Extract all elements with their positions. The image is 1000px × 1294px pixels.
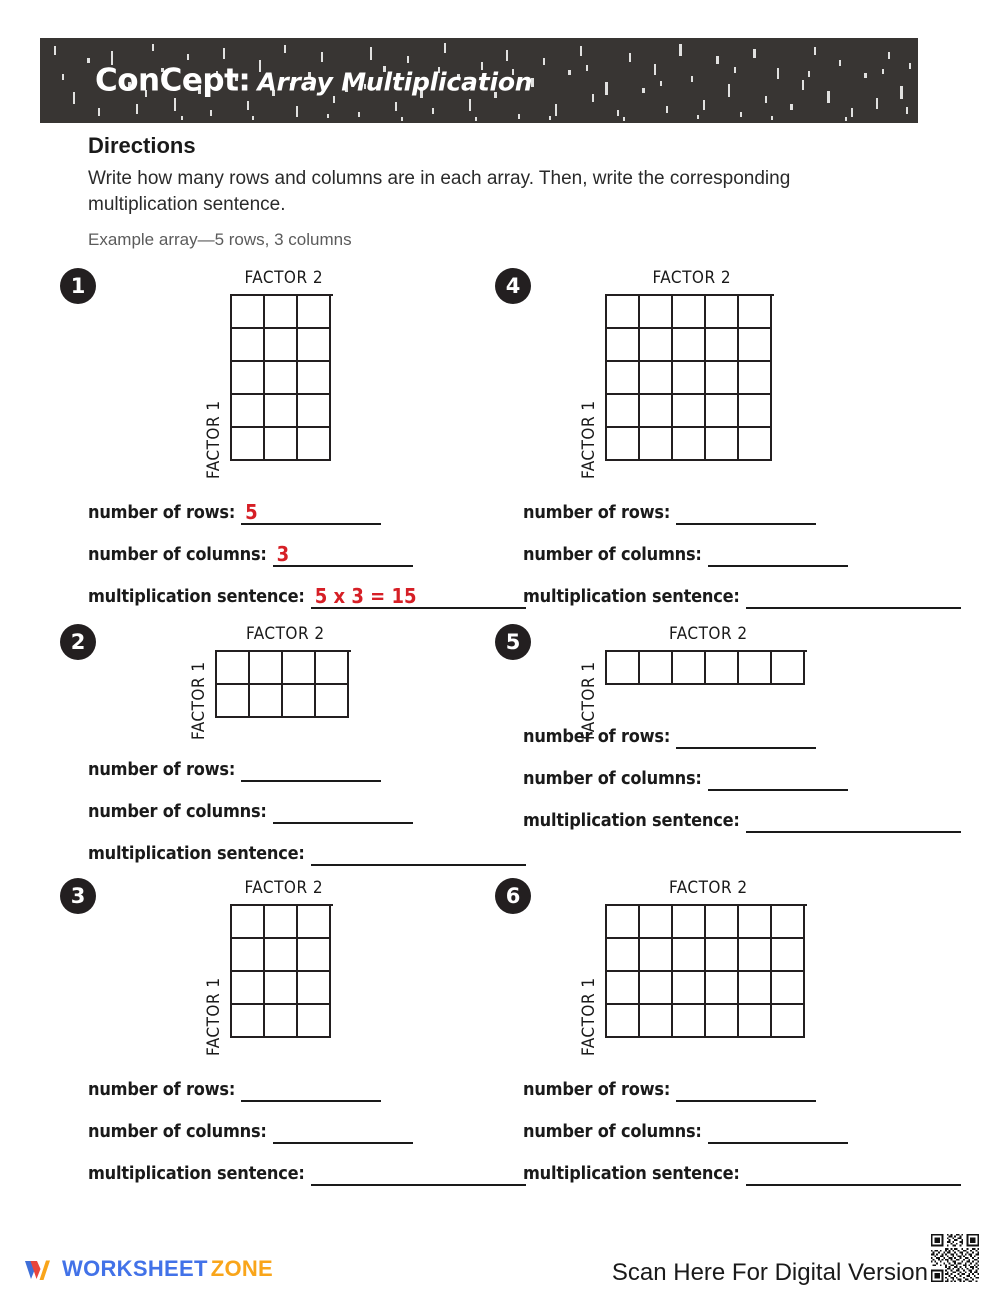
array-grid-cell (706, 329, 739, 362)
example-array-note: Example array—5 rows, 3 columns (88, 230, 352, 249)
array-grid (215, 650, 351, 718)
array-grid-cell (265, 939, 298, 972)
array-grid-cell (640, 906, 673, 939)
factor1-axis-label: FACTOR 1 (189, 661, 209, 740)
array-grid-row (232, 1005, 333, 1038)
array-grid-cell (265, 395, 298, 428)
qr-code[interactable] (929, 1232, 981, 1284)
array-grid-cell (706, 1005, 739, 1038)
array-grid (605, 904, 807, 1038)
factor1-axis-label: FACTOR 1 (204, 977, 224, 1056)
array-grid-cell (298, 972, 331, 1005)
topic-label: Array Multiplication (257, 66, 533, 96)
answer-input-multiplication-sentence[interactable] (311, 842, 526, 866)
answer-input-rows[interactable] (676, 501, 816, 525)
answer-label-rows: number of rows: (523, 726, 671, 747)
answer-row-multiplication-sentence (88, 567, 526, 609)
problem-number-badge: 1 (60, 268, 96, 304)
array-grid-cell (232, 939, 265, 972)
array-grid-cell (706, 395, 739, 428)
array-grid-cell (607, 906, 640, 939)
array-grid-cell (265, 428, 298, 461)
answer-label-columns: number of columns: (523, 768, 702, 789)
array-grid-cell (298, 428, 331, 461)
array-grid-cell (640, 395, 673, 428)
array-grid-cell (232, 972, 265, 1005)
array-grid-cell (607, 395, 640, 428)
answer-input-multiplication-sentence[interactable] (746, 809, 961, 833)
header-banner (40, 38, 918, 123)
answer-input-multiplication-sentence[interactable] (311, 585, 526, 609)
array-grid-cell (265, 972, 298, 1005)
array-grid-cell (298, 362, 331, 395)
array-grid-cell (706, 652, 739, 685)
answer-label-multiplication-sentence: multiplication sentence: (88, 1163, 305, 1184)
array-grid-cell (283, 652, 316, 685)
array-grid-row (607, 906, 807, 939)
answer-row-multiplication-sentence (88, 824, 526, 866)
array-grid-row (232, 972, 333, 1005)
array-grid-cell (298, 329, 331, 362)
array-grid-cell (739, 906, 772, 939)
array-grid-cell (607, 329, 640, 362)
array-grid-cell (265, 296, 298, 329)
array-grid-cell (283, 685, 316, 718)
array-grid-cell (217, 652, 250, 685)
array-grid-row (232, 296, 333, 329)
array-grid-cell (250, 685, 283, 718)
array-grid-row (607, 428, 774, 461)
array-grid (605, 650, 807, 685)
answer-label-rows: number of rows: (88, 1079, 236, 1100)
answer-input-rows[interactable] (676, 725, 816, 749)
array-grid-cell (640, 296, 673, 329)
array-grid-cell (298, 939, 331, 972)
factor1-axis-label: FACTOR 1 (579, 977, 599, 1056)
answer-label-columns: number of columns: (523, 544, 702, 565)
array-grid-cell (232, 296, 265, 329)
array-grid-cell (706, 362, 739, 395)
array-grid-cell (739, 329, 772, 362)
array-grid-cell (673, 395, 706, 428)
answer-row-columns (88, 782, 526, 824)
answer-fields (523, 483, 961, 609)
array-grid-cell (607, 1005, 640, 1038)
array-grid-cell (673, 906, 706, 939)
array-grid-cell (316, 685, 349, 718)
answer-label-multiplication-sentence: multiplication sentence: (88, 843, 305, 864)
logo-text-secondary: ZONE (210, 1256, 274, 1281)
answer-fields (88, 483, 526, 609)
answer-input-multiplication-sentence[interactable] (746, 1162, 961, 1186)
array-grid-cell (607, 972, 640, 1005)
array-grid-row (607, 362, 774, 395)
array-grid (230, 294, 333, 461)
array-grid-cell (739, 1005, 772, 1038)
array-grid-row (607, 972, 807, 1005)
worksheet-zone-logo (22, 1252, 273, 1286)
directions-heading: Directions (88, 133, 196, 158)
array-grid-cell (640, 939, 673, 972)
array-grid-cell (772, 906, 805, 939)
array-grid-cell (739, 362, 772, 395)
array-grid-row (607, 652, 807, 685)
answer-input-rows[interactable] (241, 1078, 381, 1102)
answer-row-rows (88, 1060, 526, 1102)
array-grid (230, 904, 333, 1038)
answer-value-multiplication-sentence: 5 x 3 = 15 (314, 584, 417, 608)
factor1-axis-label: FACTOR 1 (579, 661, 599, 740)
answer-row-multiplication-sentence (523, 791, 961, 833)
answer-input-multiplication-sentence[interactable] (311, 1162, 526, 1186)
array-grid-cell (250, 652, 283, 685)
array-grid-cell (772, 652, 805, 685)
array-grid-cell (298, 296, 331, 329)
answer-fields (88, 1060, 526, 1186)
answer-fields (88, 740, 526, 866)
array-grid-row (607, 939, 807, 972)
array-grid-row (232, 395, 333, 428)
answer-label-multiplication-sentence: multiplication sentence: (88, 586, 305, 607)
answer-input-columns[interactable] (708, 543, 848, 567)
factor2-axis-label: FACTOR 2 (244, 878, 324, 898)
answer-row-columns (523, 525, 961, 567)
array-grid-cell (706, 428, 739, 461)
array-grid-cell (739, 652, 772, 685)
array-grid-cell (739, 395, 772, 428)
answer-label-rows: number of rows: (523, 502, 671, 523)
answer-label-rows: number of rows: (88, 502, 236, 523)
array-grid-row (217, 652, 351, 685)
answer-row-rows (88, 483, 526, 525)
factor2-axis-label: FACTOR 2 (669, 878, 748, 898)
scan-instruction-text: Scan Here For Digital Version (611, 1259, 928, 1286)
answer-row-rows (88, 740, 526, 782)
answer-row-rows (523, 1060, 961, 1102)
answer-label-multiplication-sentence: multiplication sentence: (523, 1163, 740, 1184)
array-grid-cell (265, 1005, 298, 1038)
answer-label-columns: number of columns: (88, 801, 267, 822)
answer-input-rows[interactable] (241, 501, 381, 525)
array-grid-cell (232, 329, 265, 362)
problem-number-badge: 2 (60, 624, 96, 660)
array-grid-cell (706, 939, 739, 972)
answer-row-multiplication-sentence (523, 1144, 961, 1186)
answer-row-rows (523, 707, 961, 749)
answer-label-rows: number of rows: (88, 759, 236, 780)
array-grid (605, 294, 774, 461)
array-grid-cell (265, 329, 298, 362)
answer-row-rows (523, 483, 961, 525)
array-grid-cell (739, 296, 772, 329)
answer-value-rows: 5 (245, 500, 258, 524)
array-grid-cell (772, 972, 805, 1005)
answer-row-columns (88, 525, 526, 567)
factor1-axis-label: FACTOR 1 (204, 400, 224, 479)
array-grid-cell (640, 428, 673, 461)
array-grid-cell (673, 972, 706, 1005)
factor2-axis-label: FACTOR 2 (244, 268, 324, 288)
array-grid-cell (265, 906, 298, 939)
array-grid-cell (739, 939, 772, 972)
array-grid-cell (772, 939, 805, 972)
array-grid-cell (640, 1005, 673, 1038)
answer-input-columns[interactable] (708, 1120, 848, 1144)
problem-number-badge: 3 (60, 878, 96, 914)
problem-number-badge: 6 (495, 878, 531, 914)
answer-label-multiplication-sentence: multiplication sentence: (523, 586, 740, 607)
array-grid-cell (316, 652, 349, 685)
array-grid-cell (640, 329, 673, 362)
array-grid-cell (298, 1005, 331, 1038)
array-grid-cell (673, 428, 706, 461)
answer-value-columns: 3 (276, 542, 290, 566)
array-grid-row (607, 329, 774, 362)
concept-label: ConCept: (95, 61, 251, 98)
array-grid-cell (232, 362, 265, 395)
answer-input-columns[interactable] (273, 543, 413, 567)
array-grid-row (232, 939, 333, 972)
factor2-axis-label: FACTOR 2 (246, 624, 325, 644)
array-grid-cell (640, 972, 673, 1005)
array-grid-cell (673, 939, 706, 972)
directions-text: Write how many rows and columns are in each array. Then, write the corresponding multiplication sentence. (88, 168, 791, 215)
array-grid-cell (739, 972, 772, 1005)
array-grid-row (232, 906, 333, 939)
array-grid-cell (673, 362, 706, 395)
factor2-axis-label: FACTOR 2 (669, 624, 748, 644)
array-grid-cell (706, 972, 739, 1005)
array-grid-cell (607, 652, 640, 685)
array-grid-cell (217, 685, 250, 718)
array-grid-cell (739, 428, 772, 461)
array-grid-cell (673, 1005, 706, 1038)
answer-fields (523, 1060, 961, 1186)
array-grid-cell (232, 906, 265, 939)
answer-row-multiplication-sentence (523, 567, 961, 609)
array-grid-cell (640, 362, 673, 395)
answer-input-rows[interactable] (241, 758, 381, 782)
array-grid-cell (706, 906, 739, 939)
array-grid-cell (298, 906, 331, 939)
array-grid-row (607, 296, 774, 329)
array-grid-cell (232, 1005, 265, 1038)
answer-input-columns[interactable] (273, 1120, 413, 1144)
array-grid-row (217, 685, 351, 718)
array-grid-cell (232, 428, 265, 461)
answer-label-rows: number of rows: (523, 1079, 671, 1100)
problem-number-badge: 5 (495, 624, 531, 660)
answer-label-columns: number of columns: (88, 544, 267, 565)
array-grid-cell (607, 362, 640, 395)
array-grid-row (232, 362, 333, 395)
array-grid-cell (673, 652, 706, 685)
factor1-axis-label: FACTOR 1 (579, 400, 599, 479)
array-grid-cell (607, 428, 640, 461)
array-grid-cell (673, 329, 706, 362)
answer-row-multiplication-sentence (88, 1144, 526, 1186)
logo-text-primary: WORKSHEET (62, 1256, 208, 1281)
array-grid-cell (640, 652, 673, 685)
array-grid-row (607, 1005, 807, 1038)
answer-fields (523, 707, 961, 833)
array-grid-cell (607, 939, 640, 972)
answer-input-columns[interactable] (273, 800, 413, 824)
answer-input-columns[interactable] (708, 767, 848, 791)
array-grid-cell (706, 296, 739, 329)
array-grid-cell (772, 1005, 805, 1038)
answer-row-columns (523, 1102, 961, 1144)
array-grid-cell (298, 395, 331, 428)
array-grid-cell (232, 395, 265, 428)
answer-input-multiplication-sentence[interactable] (746, 585, 961, 609)
array-grid-cell (607, 296, 640, 329)
answer-label-columns: number of columns: (88, 1121, 267, 1142)
factor2-axis-label: FACTOR 2 (652, 268, 732, 288)
array-grid-row (232, 428, 333, 461)
array-grid-row (607, 395, 774, 428)
answer-label-multiplication-sentence: multiplication sentence: (523, 810, 740, 831)
problem-number-badge: 4 (495, 268, 531, 304)
answer-label-columns: number of columns: (523, 1121, 702, 1142)
array-grid-row (232, 329, 333, 362)
logo-mark-icon (22, 1252, 56, 1286)
answer-row-columns (88, 1102, 526, 1144)
answer-input-rows[interactable] (676, 1078, 816, 1102)
answer-row-columns (523, 749, 961, 791)
array-grid-cell (265, 362, 298, 395)
banner-title (95, 62, 532, 98)
array-grid-cell (673, 296, 706, 329)
